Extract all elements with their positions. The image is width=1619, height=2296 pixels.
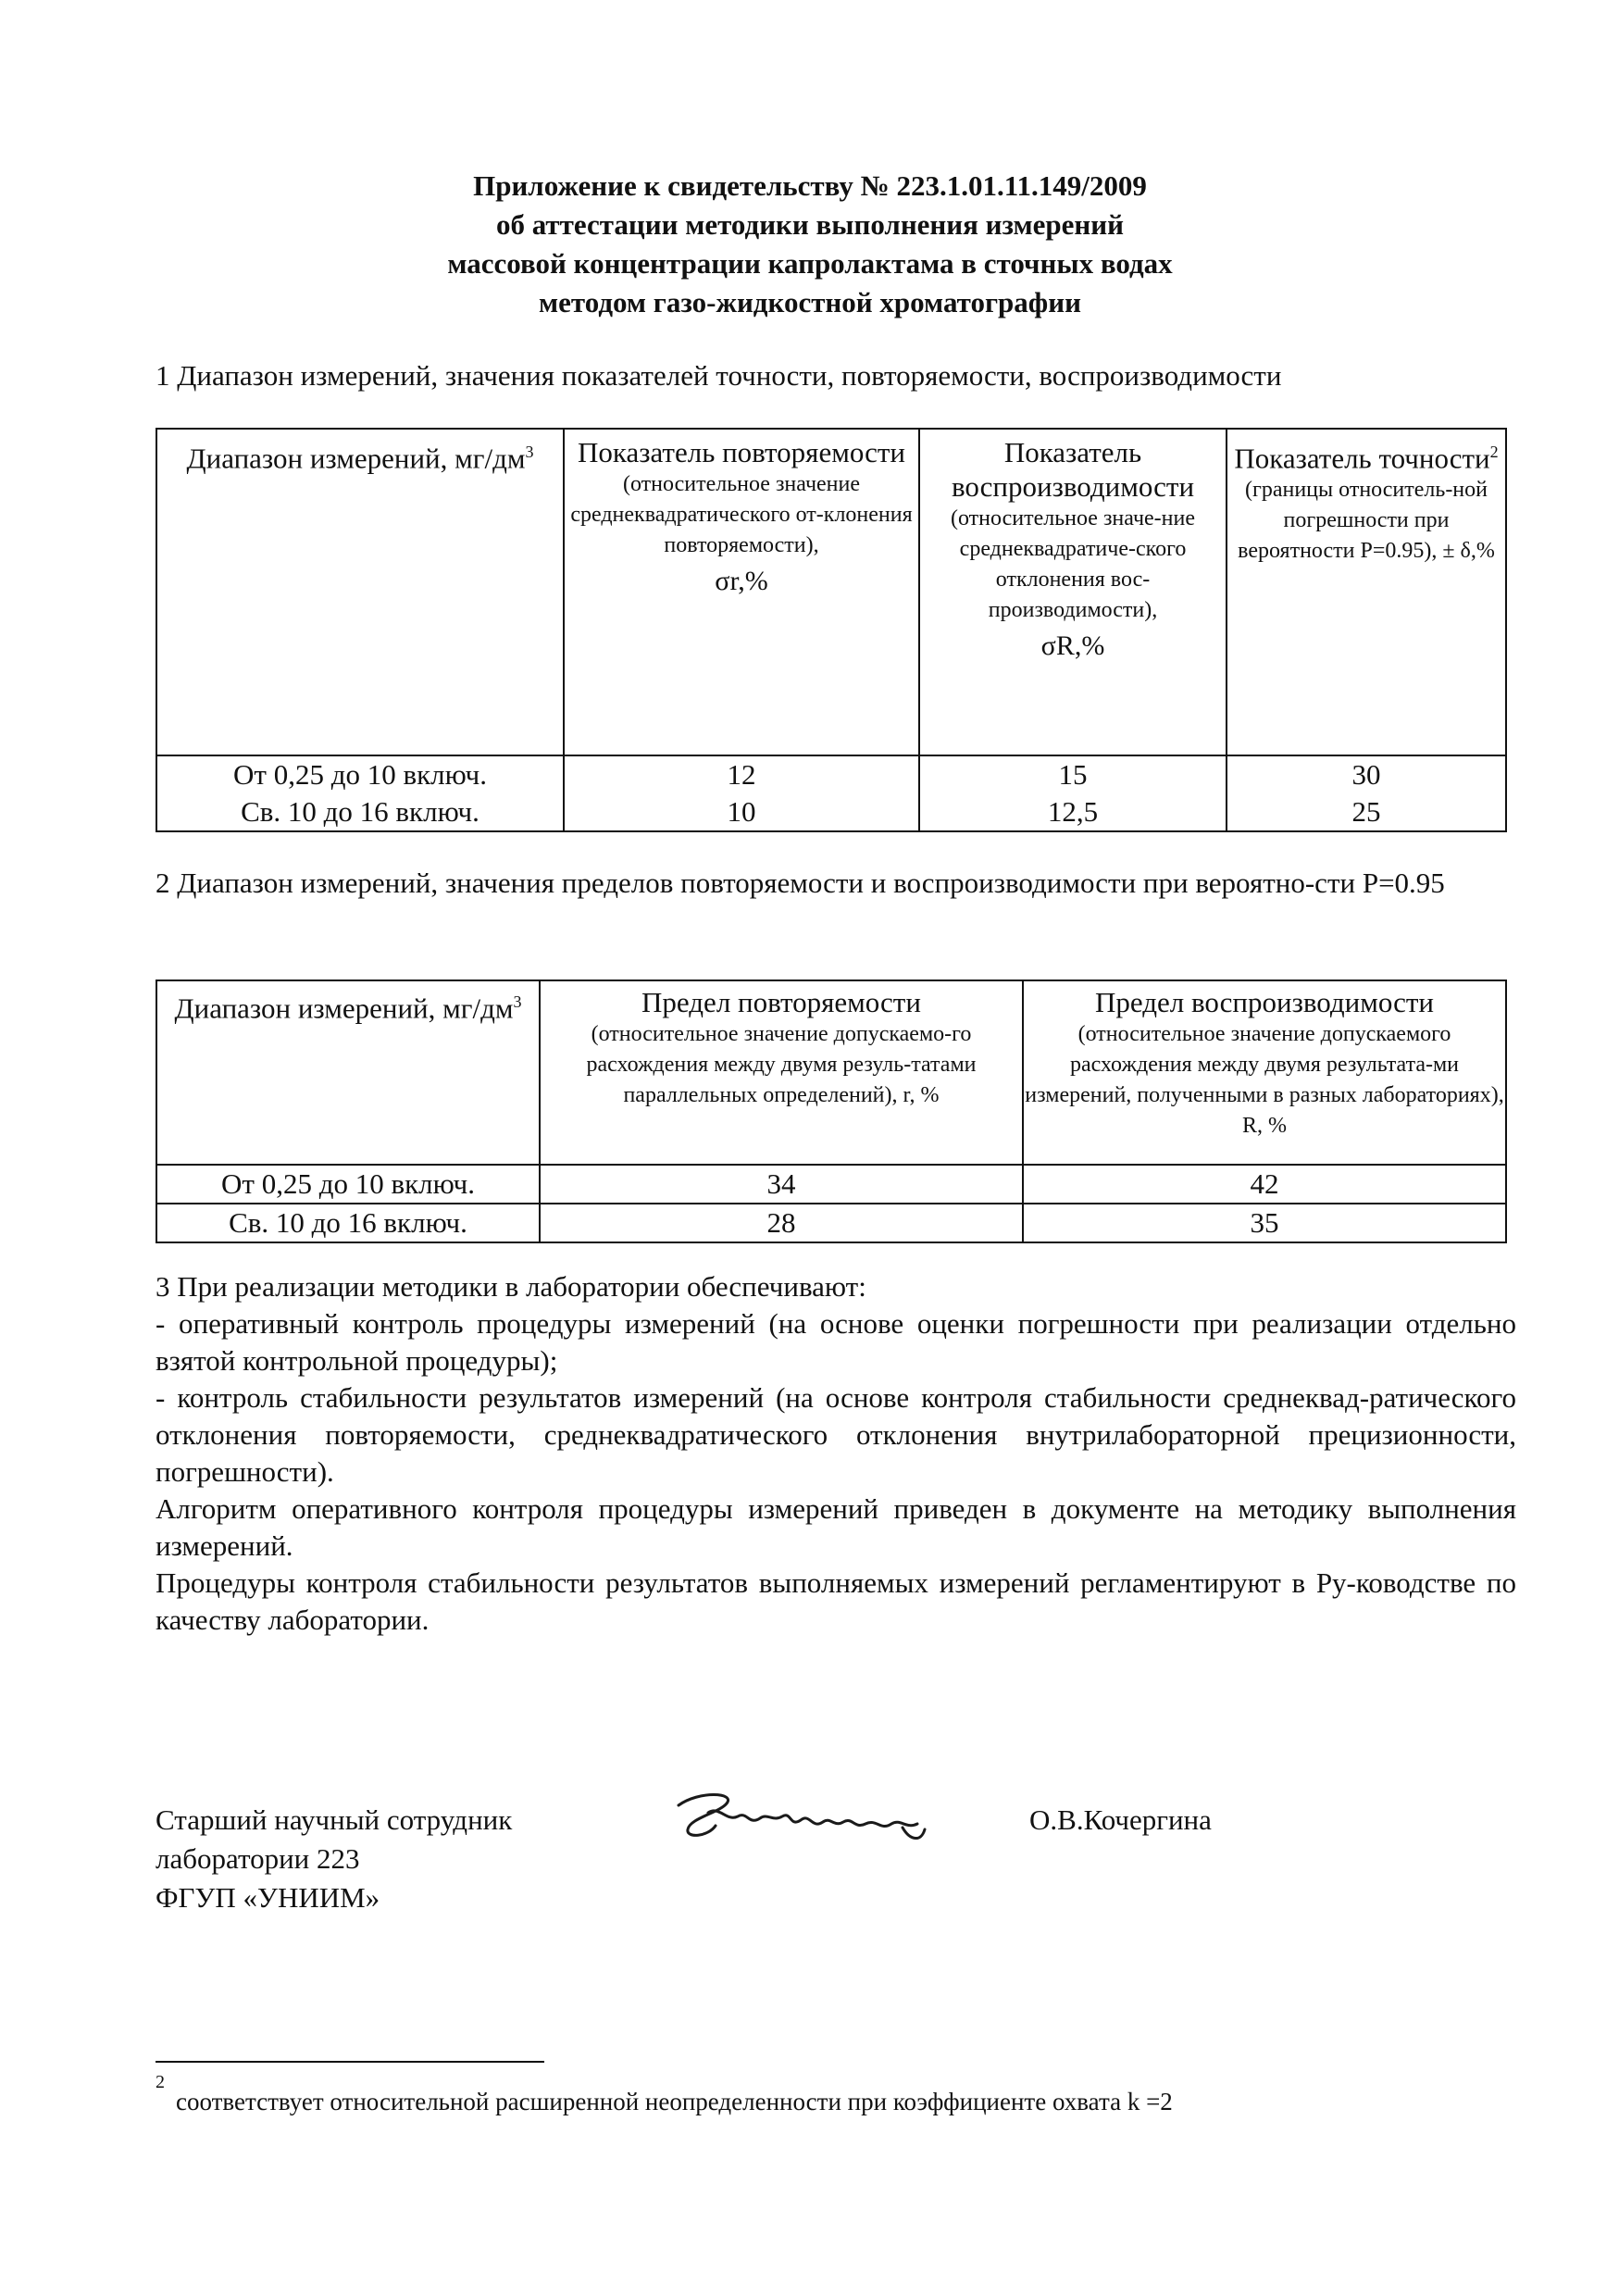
paragraph: Алгоритм оперативного контроля процедуры измерений приведен в документе на методику выполнения измерений. — [156, 1492, 1516, 1562]
table-cell: 42 — [1023, 1165, 1506, 1204]
header-cell-range — [156, 429, 564, 755]
table-cell: 12 — [564, 755, 919, 793]
header-title: Предел повторяемости — [641, 986, 921, 1018]
table-header-row — [156, 980, 1506, 1165]
section-3-text — [156, 1268, 1516, 1639]
table-cell: 25 — [1227, 793, 1506, 831]
header-note: (относительное значение среднеквадратического от-клонения повторяемости), — [570, 472, 913, 557]
table-cell: 35 — [1023, 1204, 1506, 1242]
table-row — [156, 1204, 1506, 1242]
title-line-3: массовой концентрации капролактама в сточных водах — [447, 247, 1173, 280]
position-line: ФГУП «УНИИМ» — [156, 1881, 380, 1914]
table-header-row — [156, 429, 1506, 755]
header-cell-repeatability — [564, 429, 919, 755]
header-title: Диапазон измерений, $мг/дм^3$ — [186, 442, 534, 475]
header-cell-reproducibility — [919, 429, 1227, 755]
footnote-mark: 2 — [156, 2072, 165, 2092]
header-symbol: σR,% — [1040, 630, 1105, 661]
table-cell: 15 — [919, 755, 1227, 793]
accuracy-table — [156, 428, 1507, 832]
table-cell: 30 — [1227, 755, 1506, 793]
title-line-2: об аттестации методики выполнения измерений — [495, 208, 1125, 241]
title-line-4: методом газо-жидкостной хроматографии — [539, 286, 1081, 318]
header-cell-repeatability-limit — [540, 980, 1023, 1165]
table-cell: 12,5 — [919, 793, 1227, 831]
header-title: Показатель точности$^2$ — [1234, 442, 1499, 475]
table-cell: От 0,25 до 10 включ. — [156, 1165, 540, 1204]
signatory-position — [156, 1801, 512, 1917]
header-symbol: σr,% — [715, 566, 768, 596]
paragraph: 3 При реализации методики в лаборатории обеспечивают: — [156, 1270, 866, 1303]
table-row — [156, 1165, 1506, 1204]
header-cell-reproducibility-limit — [1023, 980, 1506, 1165]
footnote-divider — [156, 2061, 544, 2063]
header-note: (относительное значение допускаемого расхождения между двумя результата-ми измерений, полученными в разных лабораториях), R, % — [1025, 1022, 1504, 1138]
header-title: Показатель воспроизводимости — [951, 436, 1195, 503]
header-cell-accuracy — [1227, 429, 1506, 755]
paragraph: - оперативный контроль процедуры измерений (на основе оценки погрешности при реализации отдельно взятой контрольной процедуры); — [156, 1307, 1516, 1377]
position-line: лаборатории 223 — [156, 1842, 360, 1875]
table-row — [156, 793, 1506, 831]
handwritten-signature — [671, 1785, 958, 1850]
table-cell: От 0,25 до 10 включ. — [156, 755, 564, 793]
table-row — [156, 755, 1506, 793]
header-note: (относительное значение допускаемо-го расхождения между двумя резуль-татами параллельных определений), r, % — [586, 1022, 977, 1107]
signatory-name: О.В.Кочергина — [1029, 1803, 1212, 1836]
header-note: (границы относитель-ной погрешности при вероятности Р=0.95), ± δ,% — [1238, 478, 1495, 564]
header-cell-range — [156, 980, 540, 1165]
table-cell: 28 — [540, 1204, 1023, 1242]
limits-table — [156, 980, 1507, 1243]
paragraph: - контроль стабильности результатов измерений (на основе контроля стабильности среднеквад-ратического отклонения повторяемости, среднеквадратического отклонения внутрилабораторной прецизионности, погрешности). — [156, 1381, 1516, 1488]
table-cell: 10 — [564, 793, 919, 831]
title-line-1: Приложение к свидетельству № 223.1.01.11.149/2009 — [473, 169, 1147, 202]
table-cell: 34 — [540, 1165, 1023, 1204]
footnote-text: соответствует относительной расширенной неопределенности при коэффициенте охвата k =2 — [176, 2088, 1173, 2115]
table-cell: Св. 10 до 16 включ. — [156, 1204, 540, 1242]
header-title: Диапазон измерений, $мг/дм^3$ — [174, 992, 522, 1025]
header-title: Показатель повторяемости — [577, 436, 905, 468]
section-1-heading: 1 Диапазон измерений, значения показателей точности, повторяемости, воспроизводимости — [156, 359, 1282, 392]
section-2-heading: 2 Диапазон измерений, значения пределов повторяемости и воспроизводимости при вероятно-сти Р=0.95 — [156, 867, 1445, 899]
header-note: (относительное значе-ние среднеквадратиче-ского отклонения вос-производимости), — [950, 506, 1196, 622]
header-title: Предел воспроизводимости — [1094, 986, 1435, 1018]
paragraph: Процедуры контроля стабильности результатов выполняемых измерений регламентируют в Ру-ководстве по качеству лаборатории. — [156, 1566, 1516, 1636]
document-title — [278, 167, 1342, 322]
table-cell: Св. 10 до 16 включ. — [156, 793, 564, 831]
position-line: Старший научный сотрудник — [156, 1803, 513, 1836]
